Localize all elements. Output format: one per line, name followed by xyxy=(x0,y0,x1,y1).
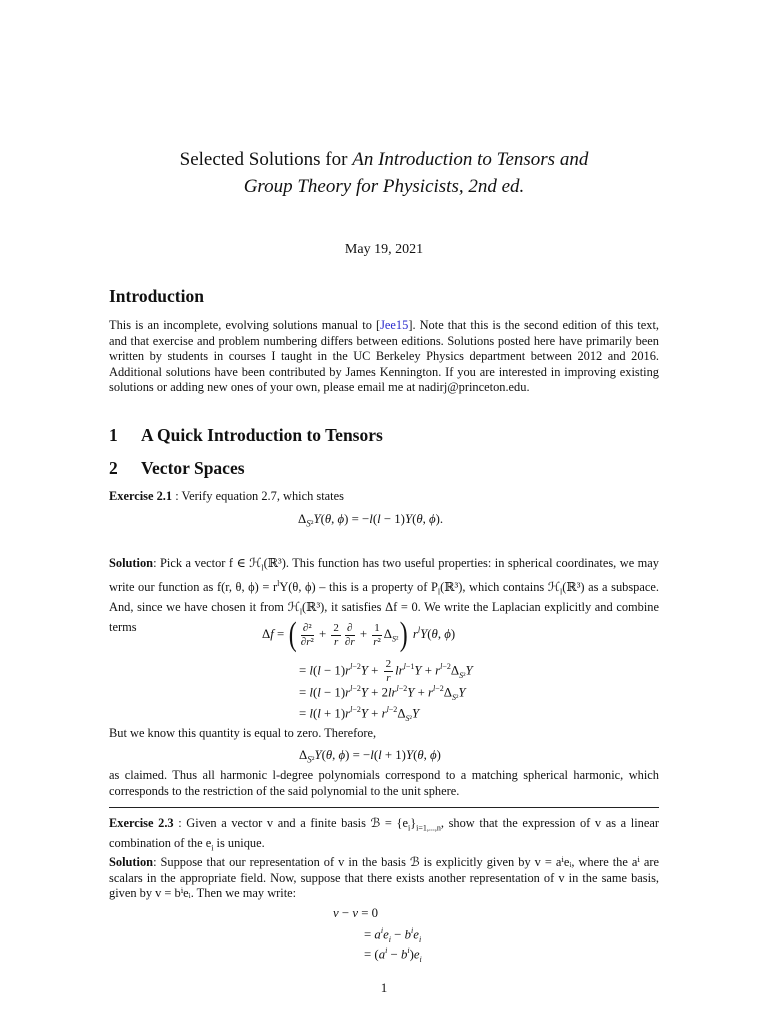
claimed-paragraph: as claimed. Thus all harmonic l-degree polynomials correspond to a matching spherical harmonic, which corresponds to the restriction of the said polynomial to the unit sphere. xyxy=(109,768,659,798)
zero-statement: But we know this quantity is equal to zero. Therefore, xyxy=(109,726,377,740)
laplacian-line-4: = $l(l + 1)r^{l-2}Y + r^{l-2}\Delta_{S^2}Y$ xyxy=(299,705,420,723)
document-date: May 19, 2021 xyxy=(344,242,424,257)
uniqueness-line-3: = $(a^i - b^i)e_i$ xyxy=(364,946,422,964)
citation-link[interactable]: Jee15 xyxy=(380,318,409,332)
intro-paragraph: This is an incomplete, evolving solutions manual to [Jee15]. Note that this is the second edition of this text, and that exercise and problem numbering differs between editions. Solutions posted here have primarily been written by students in courses I taught in the UC Berkeley Physics department between 2012 and 2016. Additional solutions have been contributed by James Kennington. If you are interested in improving existing solutions or adding new ones of your own, please email me at nadirj@princeton.edu. xyxy=(109,318,659,395)
laplacian-line-3: = $l(l - 1)r^{l-2}Y + 2lr^{l-2}Y + r^{l-2}\Delta_{S^2}Y$ xyxy=(299,684,466,702)
intro-heading: Introduction xyxy=(109,286,204,306)
exercise-2-3-statement: Exercise 2.3 : Given a vector v and a finite basis ℬ = $\{e_i\}_{i=1,...,n}$, show that the expression of v as a linear combination of the $e_i$ is unique. xyxy=(109,816,659,853)
equation-2-7: $\Delta_{S^2}Y(\theta$, ϕ) = −l(l − 1)Y(θ, ϕ). xyxy=(298,512,444,529)
laplacian-line-1: Δf = ( $\frac{\text{∂²}}{\text{∂r²}}$ + $\frac{2}{r}$ $\frac{\partial}{\partial r}$ + $\frac{1}{\text{r²}}$ $\Delta_{S^2}$) $r^lY(\theta$, ϕ) xyxy=(262,616,456,653)
exercise-2-1-statement: Exercise 2.1 : Verify equation 2.7, which states xyxy=(109,489,344,503)
page-number: 1 xyxy=(380,980,388,995)
laplacian-line-2: = $l(l - 1)r^{l-2}Y$ + $\frac{2}{r}$ $lr^{l-1}Y + r^{l-2}\Delta_{S^2}Y$ xyxy=(299,658,473,684)
document-title: Selected Solutions for An Introduction to Tensors and Group Theory for Physicists, 2nd ed. xyxy=(179,149,589,197)
section-divider xyxy=(109,807,659,808)
exercise-2-1-solution: Solution: Pick a vector f ∈ ℋ$_l$(ℝ³). This function has two useful properties: in spherical coordinates, we may write our function as f(r, θ, $\phi) = r^lY(\theta$, ϕ) – this is a property of $P_l(ℝ^3)$, which contains ℋ$_l$(ℝ³) as a subspace. And, since we have chosen it from ℋ$_l$(ℝ³), it satisfies Δf = 0. We write the Laplacian explicitly and combine terms xyxy=(109,556,659,635)
section-1-heading: 1 A Quick Introduction to Tensors xyxy=(109,425,383,445)
uniqueness-line-2: = $a^ie_i - b^ie_i$ xyxy=(364,926,422,944)
uniqueness-line-1: v − v = 0 xyxy=(333,906,379,920)
section-2-heading: 2 Vector Spaces xyxy=(109,458,245,478)
exercise-2-3-solution: Solution: Suppose that our representation of v in the basis ℬ is explicitly given by v = aⁱeᵢ, where the aⁱ are scalars in the appropriate field. Now, suppose that there exists another representation of v in the same basis, given by v = bⁱeᵢ. Then we may write: xyxy=(109,855,659,901)
result-equation: $\Delta_{S^2}Y(\theta$, ϕ) = −l(l + 1)Y(θ, ϕ) xyxy=(299,748,441,765)
